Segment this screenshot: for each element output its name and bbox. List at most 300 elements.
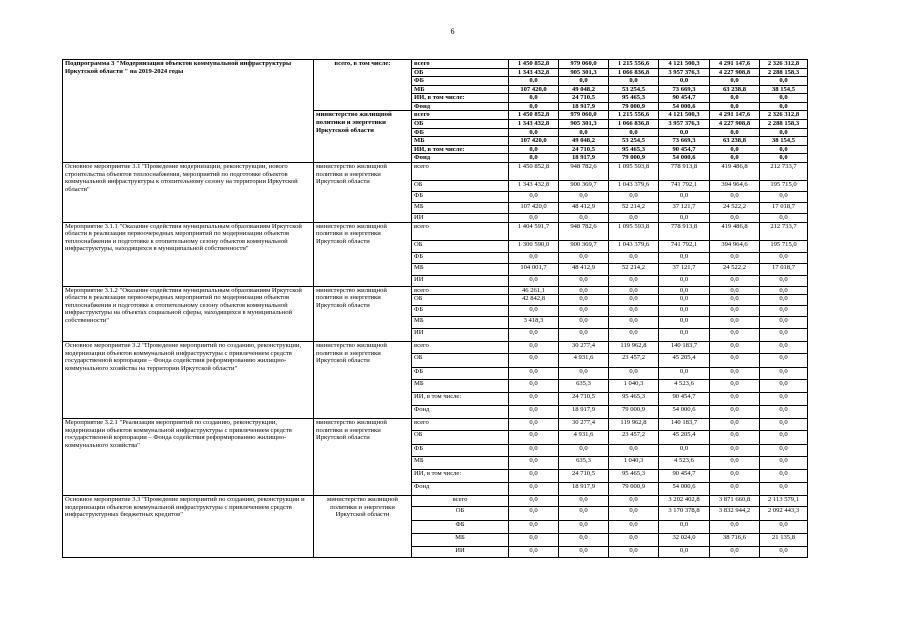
- amount-cell: 2 288 158,3: [760, 68, 808, 77]
- amount-cell: 4 291 147,6: [710, 60, 760, 69]
- amount-cell: 0,0: [559, 295, 609, 306]
- amount-cell: 0,0: [760, 329, 808, 342]
- amount-cell: 4 227 908,8: [710, 120, 760, 129]
- amount-cell: 107 420,0: [509, 202, 559, 213]
- amount-cell: 2 092 443,3: [760, 507, 808, 521]
- amount-cell: 0,0: [659, 275, 710, 286]
- amount-cell: 0,0: [710, 521, 760, 534]
- amount-cell: 419 486,8: [710, 162, 760, 180]
- measure-description: Мероприятие 3.1.1 "Оказание содействия муниципальным образованиям Иркутской области в реализации первоочередных мероприятий по модернизации объектов теплоснабжения и подготовке к отопительному сезону объектов коммунальной инфраструктуры, находящихся в муниципальной собственности": [63, 222, 314, 286]
- amount-cell: 95 465,3: [609, 145, 659, 154]
- measure-description: Основное мероприятие 3.1 "Проведение модернизации, реконструкции, нового строительства объектов теплоснабжения, мероприятий по подготовке объектов коммунальной инфраструктуры к отопительному сезону на территории Иркутской области": [63, 162, 314, 222]
- amount-cell: 0,0: [710, 470, 760, 483]
- amount-cell: 0,0: [559, 306, 609, 317]
- amount-cell: 0,0: [760, 77, 808, 86]
- amount-cell: 0,0: [509, 252, 559, 263]
- table-row: [63, 162, 808, 180]
- amount-cell: 0,0: [710, 329, 760, 342]
- table-row: [63, 60, 808, 69]
- amount-cell: 107 420,0: [509, 85, 559, 94]
- amount-cell: 905 301,3: [559, 120, 609, 129]
- amount-cell: 2 288 158,3: [760, 120, 808, 129]
- amount-cell: 0,0: [509, 94, 559, 103]
- amount-cell: 95 465,3: [609, 393, 659, 406]
- amount-cell: 1 043 379,6: [609, 240, 659, 252]
- amount-cell: 37 121,7: [659, 263, 710, 275]
- amount-cell: 4 931,6: [559, 354, 609, 368]
- amount-cell: 107 420,0: [509, 137, 559, 146]
- amount-cell: 0,0: [710, 393, 760, 406]
- amount-cell: 0,0: [509, 470, 559, 483]
- amount-cell: 0,0: [710, 317, 760, 329]
- funding-source: всего: [412, 496, 509, 507]
- amount-cell: 0,0: [509, 306, 559, 317]
- amount-cell: 0,0: [659, 445, 710, 457]
- page-number: 6: [450, 27, 455, 36]
- amount-cell: 0,0: [760, 317, 808, 329]
- funding-source: всего: [412, 222, 509, 240]
- amount-cell: 0,0: [509, 145, 559, 154]
- amount-cell: 49 048,2: [559, 85, 609, 94]
- funding-source: ОБ: [412, 180, 509, 191]
- amount-cell: 3 957 376,3: [659, 68, 710, 77]
- amount-cell: 38 154,5: [760, 85, 808, 94]
- amount-cell: 1 066 836,8: [609, 68, 659, 77]
- amount-cell: 0,0: [509, 213, 559, 222]
- amount-cell: 0,0: [659, 306, 710, 317]
- amount-cell: 104 001,7: [509, 263, 559, 275]
- amount-cell: 3 170 378,8: [659, 507, 710, 521]
- amount-cell: 38 716,6: [710, 534, 760, 547]
- amount-cell: 0,0: [559, 507, 609, 521]
- amount-cell: 1 040,3: [609, 457, 659, 470]
- amount-cell: 0,0: [760, 419, 808, 431]
- amount-cell: 0,0: [509, 496, 559, 507]
- amount-cell: 0,0: [760, 213, 808, 222]
- measure-description: Основное мероприятие 3.3 "Проведение мероприятий по созданию, реконструкции и модернизации объектов коммунальной инфраструктуры с привлечением средств инфраструктурных бюджетных кредитов": [63, 496, 314, 558]
- amount-cell: 63 238,8: [710, 137, 760, 146]
- amount-cell: 778 913,8: [659, 162, 710, 180]
- amount-cell: 119 962,8: [609, 342, 659, 354]
- funding-source: МБ: [412, 137, 509, 146]
- amount-cell: 1 040,3: [609, 380, 659, 393]
- amount-cell: 948 782,6: [559, 222, 609, 240]
- table-row: [63, 496, 808, 507]
- amount-cell: 0,0: [760, 286, 808, 295]
- amount-cell: 1 343 432,8: [509, 120, 559, 129]
- amount-cell: 0,0: [509, 368, 559, 380]
- amount-cell: 1 450 852,8: [509, 60, 559, 69]
- amount-cell: 635,3: [559, 457, 609, 470]
- amount-cell: 778 913,8: [659, 222, 710, 240]
- amount-cell: 53 254,5: [609, 85, 659, 94]
- measure-description: Мероприятие 3.1.2 "Оказание содействия муниципальным образованиям Иркутской области в реализации первоочередных мероприятий по модернизации объектов теплоснабжения и подготовке к отопительному сезону объектов коммунальной инфраструктуры на объектах социальной сферы, находящихся в муниципальной собственности": [63, 286, 314, 342]
- funding-source: ОБ: [412, 68, 509, 77]
- funding-source: ФБ: [412, 191, 509, 202]
- amount-cell: 0,0: [609, 77, 659, 86]
- amount-cell: 3 202 402,8: [659, 496, 710, 507]
- amount-cell: 195 715,0: [760, 240, 808, 252]
- amount-cell: 0,0: [509, 521, 559, 534]
- amount-cell: 0,0: [509, 483, 559, 496]
- amount-cell: 0,0: [559, 77, 609, 86]
- funding-source: ОБ: [412, 431, 509, 445]
- amount-cell: 0,0: [710, 252, 760, 263]
- amount-cell: 0,0: [659, 295, 710, 306]
- responsible-executor: министерство жилищной политики и энергетики Иркутской области: [314, 222, 412, 286]
- amount-cell: 0,0: [559, 445, 609, 457]
- amount-cell: 0,0: [559, 534, 609, 547]
- amount-cell: 73 669,3: [659, 137, 710, 146]
- amount-cell: 0,0: [609, 368, 659, 380]
- amount-cell: 0,0: [659, 191, 710, 202]
- funding-source: ФБ: [412, 521, 509, 534]
- amount-cell: 4 227 908,8: [710, 68, 760, 77]
- amount-cell: 0,0: [609, 496, 659, 507]
- amount-cell: 45 205,4: [659, 431, 710, 445]
- amount-cell: 2 326 312,8: [760, 60, 808, 69]
- amount-cell: 0,0: [710, 102, 760, 111]
- amount-cell: 0,0: [559, 317, 609, 329]
- amount-cell: 0,0: [710, 483, 760, 496]
- amount-cell: 73 669,3: [659, 85, 710, 94]
- amount-cell: 0,0: [509, 275, 559, 286]
- amount-cell: 0,0: [710, 191, 760, 202]
- amount-cell: 0,0: [760, 431, 808, 445]
- amount-cell: 21 135,8: [760, 534, 808, 547]
- amount-cell: 0,0: [609, 317, 659, 329]
- amount-cell: 0,0: [609, 547, 659, 558]
- amount-cell: 0,0: [509, 342, 559, 354]
- amount-cell: 4 523,6: [659, 380, 710, 393]
- amount-cell: 0,0: [659, 213, 710, 222]
- amount-cell: 0,0: [710, 419, 760, 431]
- amount-cell: 0,0: [760, 306, 808, 317]
- amount-cell: 0,0: [710, 547, 760, 558]
- amount-cell: 0,0: [509, 534, 559, 547]
- amount-cell: 18 917,9: [559, 102, 609, 111]
- funding-source: МБ: [412, 85, 509, 94]
- funding-source: ИИ: [412, 275, 509, 286]
- amount-cell: 54 000,6: [659, 154, 710, 163]
- amount-cell: 1 343 432,8: [509, 180, 559, 191]
- funding-source: ИИ: [412, 329, 509, 342]
- amount-cell: 0,0: [760, 342, 808, 354]
- amount-cell: 95 465,3: [609, 94, 659, 103]
- amount-cell: 0,0: [760, 547, 808, 558]
- amount-cell: 0,0: [559, 496, 609, 507]
- funding-source: ФБ: [412, 128, 509, 137]
- amount-cell: 0,0: [710, 380, 760, 393]
- amount-cell: 0,0: [659, 317, 710, 329]
- amount-cell: 0,0: [659, 286, 710, 295]
- responsible-executor: министерство жилищной политики и энергетики Иркутской области: [314, 286, 412, 342]
- amount-cell: 0,0: [710, 154, 760, 163]
- amount-cell: 48 412,9: [559, 202, 609, 213]
- responsible-executor: министерство жилищной политики и энергетики Иркутской области: [314, 162, 412, 222]
- funding-source: всего: [412, 342, 509, 354]
- amount-cell: 1 066 836,8: [609, 120, 659, 129]
- amount-cell: 0,0: [710, 457, 760, 470]
- amount-cell: 24 710,5: [559, 145, 609, 154]
- amount-cell: 0,0: [710, 342, 760, 354]
- measure-description: Подпрограмма 3 "Модернизация объектов коммунальной инфраструктуры Иркутской области " на 2019-2024 годы: [63, 60, 314, 163]
- funding-source: ИИ, в том числе:: [412, 470, 509, 483]
- funding-source: всего: [412, 286, 509, 295]
- amount-cell: 90 454,7: [659, 145, 710, 154]
- amount-cell: 0,0: [659, 521, 710, 534]
- amount-cell: 0,0: [760, 470, 808, 483]
- amount-cell: 0,0: [760, 128, 808, 137]
- responsible-executor: всего, в том числе:: [314, 60, 412, 111]
- amount-cell: 37 121,7: [659, 202, 710, 213]
- amount-cell: 1 043 379,6: [609, 180, 659, 191]
- amount-cell: 24 710,5: [559, 470, 609, 483]
- amount-cell: 1 450 852,8: [509, 162, 559, 180]
- amount-cell: 0,0: [509, 77, 559, 86]
- amount-cell: 979 060,0: [559, 111, 609, 120]
- table-row: [63, 286, 808, 295]
- amount-cell: 4 523,6: [659, 457, 710, 470]
- amount-cell: 0,0: [710, 445, 760, 457]
- amount-cell: 0,0: [609, 306, 659, 317]
- amount-cell: 0,0: [760, 483, 808, 496]
- amount-cell: 0,0: [559, 191, 609, 202]
- funding-source: МБ: [412, 263, 509, 275]
- amount-cell: 0,0: [710, 295, 760, 306]
- amount-cell: 3 957 376,3: [659, 120, 710, 129]
- amount-cell: 4 931,6: [559, 431, 609, 445]
- amount-cell: 0,0: [509, 431, 559, 445]
- amount-cell: 0,0: [509, 445, 559, 457]
- amount-cell: 63 238,8: [710, 85, 760, 94]
- amount-cell: 979 060,0: [559, 60, 609, 69]
- amount-cell: 0,0: [559, 329, 609, 342]
- amount-cell: 0,0: [509, 102, 559, 111]
- amount-cell: 24 710,5: [559, 393, 609, 406]
- amount-cell: 95 465,3: [609, 470, 659, 483]
- amount-cell: 900 369,7: [559, 180, 609, 191]
- amount-cell: 18 917,9: [559, 483, 609, 496]
- amount-cell: 0,0: [710, 128, 760, 137]
- amount-cell: 0,0: [609, 213, 659, 222]
- amount-cell: 0,0: [559, 252, 609, 263]
- amount-cell: 32 024,0: [659, 534, 710, 547]
- amount-cell: 90 454,7: [659, 470, 710, 483]
- funding-source: ОБ: [412, 295, 509, 306]
- amount-cell: 635,3: [559, 380, 609, 393]
- amount-cell: 0,0: [760, 252, 808, 263]
- amount-cell: 741 792,1: [659, 180, 710, 191]
- amount-cell: 2 326 312,8: [760, 111, 808, 120]
- amount-cell: 79 000,9: [609, 406, 659, 419]
- funding-source: ИИ, в том числе:: [412, 145, 509, 154]
- amount-cell: 48 412,9: [559, 263, 609, 275]
- amount-cell: 17 018,7: [760, 202, 808, 213]
- table-row: [63, 222, 808, 240]
- funding-source: ОБ: [412, 240, 509, 252]
- amount-cell: 0,0: [609, 445, 659, 457]
- amount-cell: 30 277,4: [559, 342, 609, 354]
- funding-source: всего: [412, 111, 509, 120]
- amount-cell: 0,0: [509, 191, 559, 202]
- amount-cell: 0,0: [710, 286, 760, 295]
- amount-cell: 24 522,2: [710, 202, 760, 213]
- amount-cell: 52 214,2: [609, 202, 659, 213]
- amount-cell: 3 832 944,2: [710, 507, 760, 521]
- amount-cell: 3 418,3: [509, 317, 559, 329]
- amount-cell: 394 964,6: [710, 240, 760, 252]
- funding-source: ОБ: [412, 354, 509, 368]
- amount-cell: 0,0: [559, 547, 609, 558]
- amount-cell: 0,0: [509, 380, 559, 393]
- amount-cell: 0,0: [659, 329, 710, 342]
- funding-source: ФБ: [412, 368, 509, 380]
- amount-cell: 1 450 852,8: [509, 111, 559, 120]
- amount-cell: 0,0: [710, 213, 760, 222]
- amount-cell: 4 121 500,3: [659, 60, 710, 69]
- measure-description: Мероприятие 3.2.1 "Реализация мероприятий по созданию, реконструкции, модернизации объектов коммунальной инфраструктуры с привлечением средств государственной корпорации – Фонда содействия реформированию жилищно-коммунального хозяйства": [63, 419, 314, 496]
- amount-cell: 18 917,9: [559, 406, 609, 419]
- amount-cell: 905 301,3: [559, 68, 609, 77]
- amount-cell: 0,0: [760, 275, 808, 286]
- amount-cell: 79 000,9: [609, 102, 659, 111]
- amount-cell: 17 018,7: [760, 263, 808, 275]
- amount-cell: 45 205,4: [659, 354, 710, 368]
- amount-cell: 0,0: [710, 275, 760, 286]
- amount-cell: 0,0: [559, 275, 609, 286]
- amount-cell: 0,0: [559, 368, 609, 380]
- amount-cell: 0,0: [760, 94, 808, 103]
- amount-cell: 0,0: [609, 295, 659, 306]
- amount-cell: 1 300 590,0: [509, 240, 559, 252]
- amount-cell: 0,0: [710, 145, 760, 154]
- amount-cell: 0,0: [760, 521, 808, 534]
- responsible-executor: министерство жилищной политики и энергетики Иркутской области: [314, 419, 412, 496]
- amount-cell: 0,0: [559, 213, 609, 222]
- amount-cell: 18 917,9: [559, 154, 609, 163]
- amount-cell: 140 183,7: [659, 419, 710, 431]
- amount-cell: 0,0: [710, 431, 760, 445]
- amount-cell: 140 183,7: [659, 342, 710, 354]
- amount-cell: 0,0: [609, 191, 659, 202]
- amount-cell: 0,0: [609, 507, 659, 521]
- amount-cell: 419 486,8: [710, 222, 760, 240]
- amount-cell: 0,0: [710, 354, 760, 368]
- amount-cell: 54 000,6: [659, 102, 710, 111]
- funding-source: ФБ: [412, 445, 509, 457]
- amount-cell: 0,0: [509, 329, 559, 342]
- amount-cell: 0,0: [760, 191, 808, 202]
- funding-source: ИИ: [412, 547, 509, 558]
- table-row: [63, 342, 808, 354]
- amount-cell: 0,0: [609, 128, 659, 137]
- amount-cell: 24 522,2: [710, 263, 760, 275]
- responsible-executor: министерство жилищной политики и энергетики Иркутской области: [314, 496, 412, 558]
- funding-source: ФБ: [412, 77, 509, 86]
- amount-cell: 24 710,5: [559, 94, 609, 103]
- amount-cell: 30 277,4: [559, 419, 609, 431]
- funding-source: ФБ: [412, 252, 509, 263]
- measure-description: Основное мероприятие 3.2 "Проведение мероприятий по созданию, реконструкции, модернизации объектов коммунальной инфраструктуры с привлечением средств государственной корпорации – Фонда содействия реформированию жилищно-коммунального хозяйства на территории Иркутской области": [63, 342, 314, 419]
- amount-cell: 0,0: [760, 354, 808, 368]
- amount-cell: 0,0: [710, 368, 760, 380]
- amount-cell: 49 048,2: [559, 137, 609, 146]
- responsible-executor: министерство жилищной политики и энергетики Иркутской области: [314, 342, 412, 419]
- amount-cell: 0,0: [509, 406, 559, 419]
- amount-cell: 1 215 556,6: [609, 60, 659, 69]
- amount-cell: 0,0: [509, 507, 559, 521]
- funding-source: ОБ: [412, 507, 509, 521]
- amount-cell: 0,0: [509, 393, 559, 406]
- funding-source: всего: [412, 162, 509, 180]
- amount-cell: 195 715,0: [760, 180, 808, 191]
- amount-cell: 0,0: [659, 368, 710, 380]
- amount-cell: 0,0: [659, 252, 710, 263]
- funding-source: Фонд: [412, 154, 509, 163]
- amount-cell: 54 000,6: [659, 406, 710, 419]
- funding-source: ИИ: [412, 213, 509, 222]
- amount-cell: 46 261,1: [509, 286, 559, 295]
- amount-cell: 0,0: [710, 306, 760, 317]
- amount-cell: 741 792,1: [659, 240, 710, 252]
- amount-cell: 79 000,9: [609, 154, 659, 163]
- amount-cell: 0,0: [760, 145, 808, 154]
- table-row: [63, 419, 808, 431]
- amount-cell: 0,0: [760, 445, 808, 457]
- funding-source: ОБ: [412, 120, 509, 129]
- funding-source: Фонд: [412, 483, 509, 496]
- amount-cell: 0,0: [760, 393, 808, 406]
- amount-cell: 90 454,7: [659, 94, 710, 103]
- funding-source: МБ: [412, 457, 509, 470]
- amount-cell: 23 457,2: [609, 354, 659, 368]
- funding-source: Фонд: [412, 102, 509, 111]
- amount-cell: 0,0: [509, 457, 559, 470]
- amount-cell: 0,0: [659, 77, 710, 86]
- amount-cell: 0,0: [710, 77, 760, 86]
- amount-cell: 0,0: [509, 154, 559, 163]
- amount-cell: 0,0: [609, 252, 659, 263]
- amount-cell: 0,0: [509, 354, 559, 368]
- amount-cell: 0,0: [509, 547, 559, 558]
- funding-source: МБ: [412, 534, 509, 547]
- amount-cell: 0,0: [659, 128, 710, 137]
- amount-cell: 0,0: [659, 547, 710, 558]
- amount-cell: 38 154,5: [760, 137, 808, 146]
- amount-cell: 4 121 500,3: [659, 111, 710, 120]
- amount-cell: 0,0: [559, 286, 609, 295]
- amount-cell: 54 000,6: [659, 483, 710, 496]
- amount-cell: 0,0: [559, 521, 609, 534]
- funding-source: Фонд: [412, 406, 509, 419]
- funding-source: МБ: [412, 317, 509, 329]
- amount-cell: 53 254,5: [609, 137, 659, 146]
- amount-cell: 0,0: [509, 128, 559, 137]
- financing-table: [62, 59, 808, 558]
- amount-cell: 0,0: [760, 457, 808, 470]
- amount-cell: 0,0: [609, 329, 659, 342]
- amount-cell: 0,0: [609, 521, 659, 534]
- amount-cell: 4 291 147,6: [710, 111, 760, 120]
- funding-source: всего: [412, 60, 509, 69]
- amount-cell: 1 404 591,7: [509, 222, 559, 240]
- amount-cell: 42 842,8: [509, 295, 559, 306]
- amount-cell: 394 964,6: [710, 180, 760, 191]
- funding-source: ФБ: [412, 306, 509, 317]
- funding-source: ИИ, в том числе:: [412, 393, 509, 406]
- amount-cell: 0,0: [710, 406, 760, 419]
